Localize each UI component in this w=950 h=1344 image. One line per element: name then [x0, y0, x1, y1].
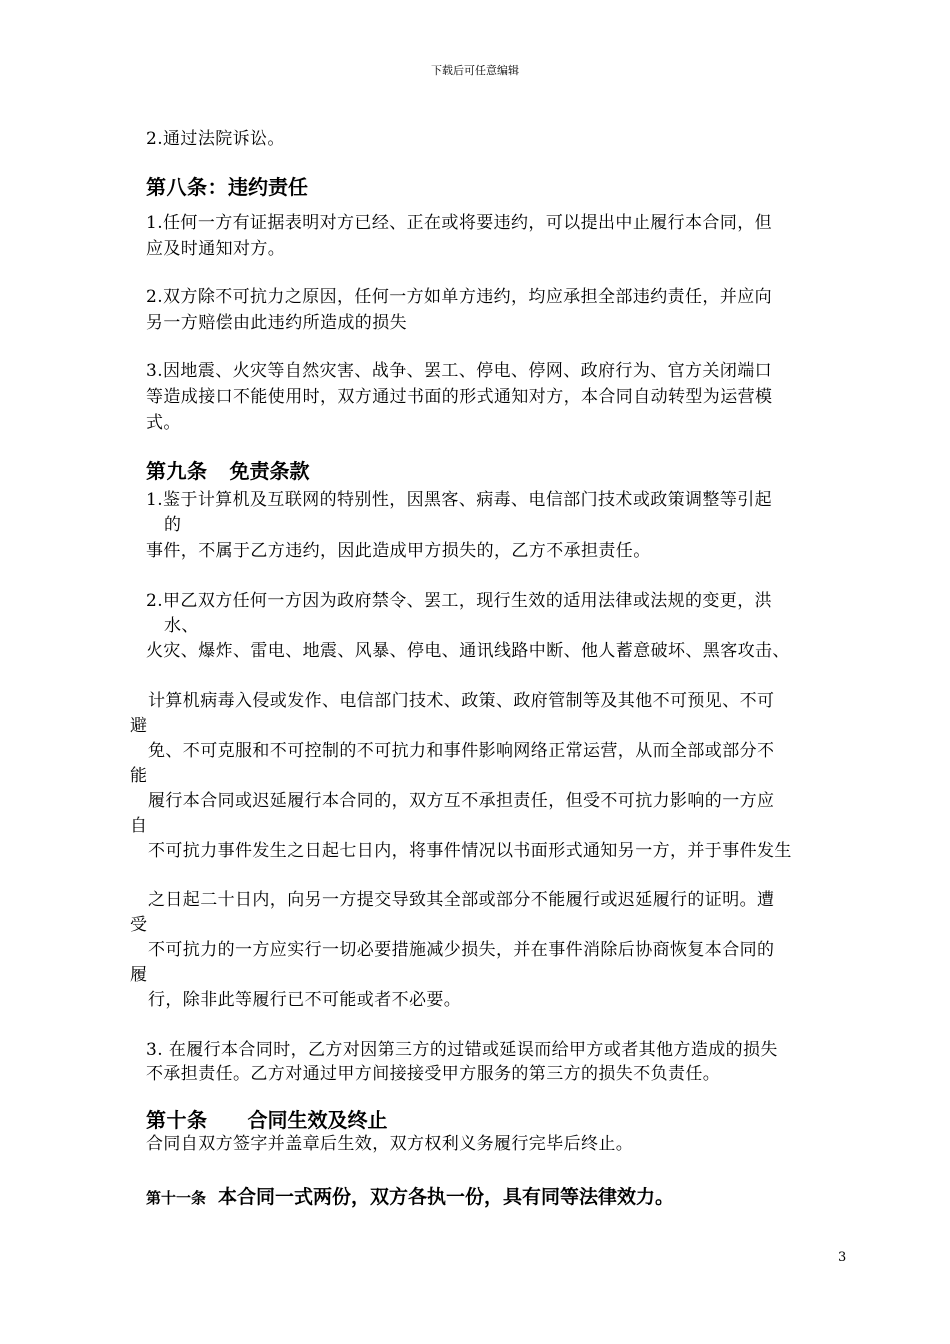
article-11-heading	[146, 1182, 674, 1209]
clause-line: 2.甲乙双方任何一方因为政府禁令、罢工，现行生效的适用法律或法规的变更，洪	[146, 591, 773, 611]
clause-line: 受	[130, 915, 148, 935]
page-number: 3	[838, 1250, 847, 1265]
article-title: 合同生效及终止	[247, 1108, 388, 1132]
clause-line: 1.任何一方有证据表明对方已经、正在或将要违约，可以提出中止履行本合同，但	[146, 213, 773, 233]
clause-line: 行，除非此等履行已不可能或者不必要。	[148, 990, 462, 1010]
article-number: 第十条	[146, 1108, 208, 1132]
clause-line: 应及时通知对方。	[146, 239, 286, 259]
article-title: 免责条款	[229, 459, 310, 483]
clause-line: 另一方赔偿由此违约所造成的损失	[146, 313, 407, 333]
page-header-note: 下载后可任意编辑	[431, 64, 519, 77]
clause-line: 水、	[164, 616, 199, 636]
clause-line: 1.鉴于计算机及互联网的特别性，因黑客、病毒、电信部门技术或政策调整等引起	[146, 490, 773, 510]
article-10-heading	[146, 1107, 388, 1133]
article-number: 第十一条	[146, 1189, 207, 1207]
clause-line: 2.双方除不可抗力之原因，任何一方如单方违约，均应承担全部违约责任，并应向	[146, 287, 773, 307]
clause-line: 合同自双方签字并盖章后生效，双方权利义务履行完毕后终止。	[146, 1134, 634, 1154]
article-title: 违约责任	[228, 175, 308, 199]
article-title: 本合同一式两份，双方各执一份，具有同等法律效力。	[218, 1186, 675, 1208]
clause-line: 事件，不属于乙方违约，因此造成甲方损失的，乙方不承担责任。	[146, 541, 651, 561]
article-number: 第九条	[146, 459, 208, 483]
clause-line: 自	[130, 816, 148, 836]
clause-line: 式。	[146, 413, 181, 433]
clause-line: 能	[130, 766, 148, 786]
clause-line: 不可抗力事件发生之日起七日内，将事件情况以书面形式通知另一方，并于事件发生	[148, 841, 792, 861]
article-9-heading	[146, 458, 310, 484]
clause-line: 履	[130, 965, 148, 985]
clause-line: 3. 在履行本合同时，乙方对因第三方的过错或延误而给甲方或者其他方造成的损失	[146, 1040, 778, 1060]
clause-line: 计算机病毒入侵或发作、电信部门技术、政策、政府管制等及其他不可预见、不可	[148, 691, 775, 711]
clause-line: 3.因地震、火灾等自然灾害、战争、罢工、停电、停网、政府行为、官方关闭端口	[146, 361, 773, 381]
article-number: 第八条：	[146, 175, 228, 199]
clause-line: 免、不可克服和不可控制的不可抗力和事件影响网络正常运营，从而全部或部分不	[148, 741, 775, 761]
clause-line: 履行本合同或迟延履行本合同的，双方互不承担责任，但受不可抗力影响的一方应	[148, 791, 775, 811]
clause-line: 等造成接口不能使用时，双方通过书面的形式通知对方，本合同自动转型为运营模	[146, 387, 773, 407]
clause-line: 避	[130, 716, 148, 736]
clause-line: 的	[164, 515, 182, 535]
article-8-heading	[146, 174, 308, 200]
clause-line: 不承担责任。乙方对通过甲方间接接受甲方服务的第三方的损失不负责任。	[146, 1064, 721, 1084]
clause-line: 火灾、爆炸、雷电、地震、风暴、停电、通讯线路中断、他人蓄意破坏、黑客攻击、	[146, 641, 790, 661]
clause-line: 不可抗力的一方应实行一切必要措施减少损失，并在事件消除后协商恢复本合同的	[148, 940, 775, 960]
clause-line: 之日起二十日内，向另一方提交导致其全部或部分不能履行或迟延履行的证明。遭	[148, 890, 775, 910]
clause-line: 2.通过法院诉讼。	[146, 129, 285, 149]
